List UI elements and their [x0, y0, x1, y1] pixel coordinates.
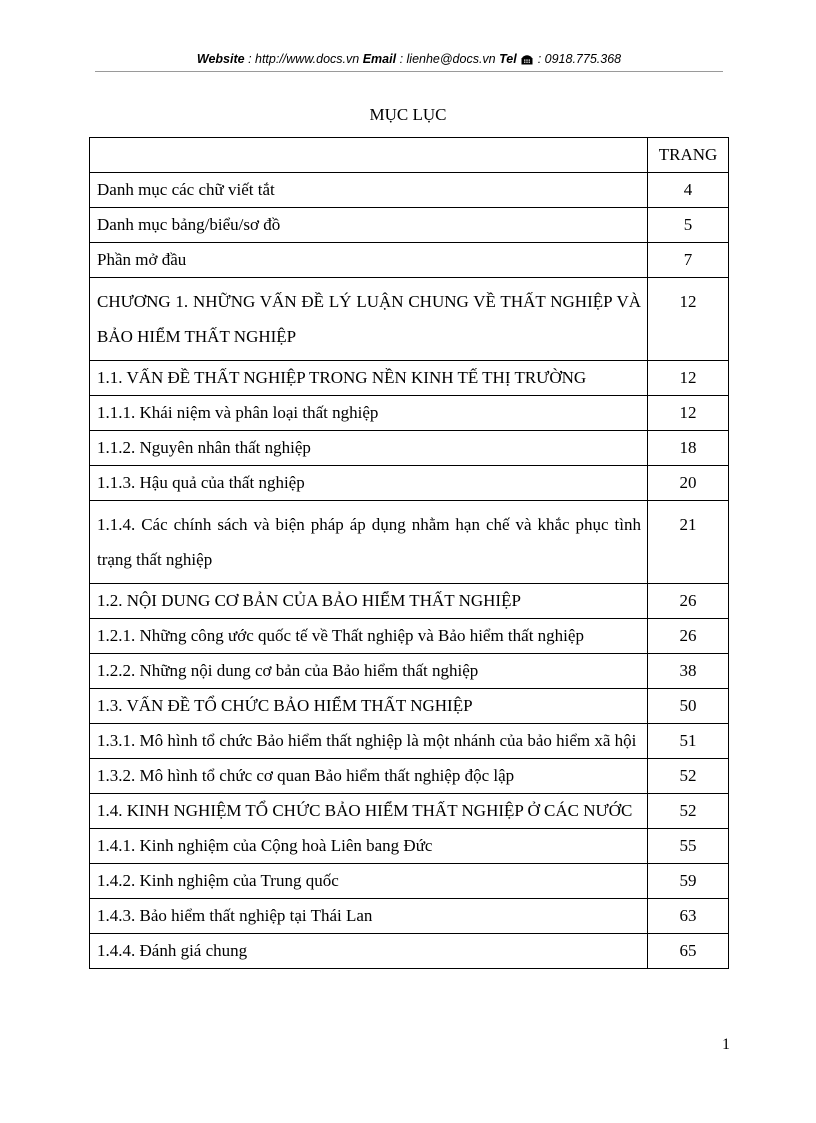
toc-entry-page: 18	[648, 431, 729, 466]
toc-entry-page: 65	[648, 934, 729, 969]
phone-icon	[521, 52, 533, 70]
toc-row	[90, 899, 729, 934]
toc-row	[90, 934, 729, 969]
toc-entry-page: 63	[648, 899, 729, 934]
toc-row	[90, 208, 729, 243]
page-header	[95, 50, 723, 70]
toc-entry-title[interactable]: 1.2. NỘI DUNG CƠ BẢN CỦA BẢO HIỂM THẤT NGHIỆP	[90, 584, 648, 619]
toc-entry-page: 7	[648, 243, 729, 278]
toc-row	[90, 724, 729, 759]
toc-entry-page: 26	[648, 584, 729, 619]
toc-entry-page: 4	[648, 173, 729, 208]
toc-entry-page: 55	[648, 829, 729, 864]
toc-entry-title[interactable]: 1.4.2. Kinh nghiệm của Trung quốc	[90, 864, 648, 899]
toc-row	[90, 794, 729, 829]
toc-row	[90, 243, 729, 278]
page-title: MỤC LỤC	[369, 105, 447, 124]
toc-entry-title[interactable]: 1.1.4. Các chính sách và biện pháp áp dụng nhằm hạn chế và khắc phục tình trạng thất nghiệp	[90, 501, 648, 584]
toc-entry-page: 38	[648, 654, 729, 689]
toc-entry-page: 12	[648, 278, 729, 361]
toc-entry-title[interactable]: 1.1.2. Nguyên nhân thất nghiệp	[90, 431, 648, 466]
toc-header-row	[90, 138, 729, 173]
website-label: Website	[196, 52, 245, 66]
toc-row	[90, 584, 729, 619]
toc-entry-title[interactable]: 1.1.1. Khái niệm và phân loại thất nghiệp	[90, 396, 648, 431]
toc-entry-title[interactable]: 1.1. VẤN ĐỀ THẤT NGHIỆP TRONG NỀN KINH TẾ THỊ TRƯỜNG	[90, 361, 648, 396]
toc-entry-page: 12	[648, 396, 729, 431]
toc-entry-page: 12	[648, 361, 729, 396]
toc-row	[90, 759, 729, 794]
toc-row	[90, 689, 729, 724]
toc-entry-page: 51	[648, 724, 729, 759]
toc-row	[90, 278, 729, 361]
toc-row	[90, 654, 729, 689]
tel-label: Tel	[499, 52, 517, 66]
toc-entry-page: 5	[648, 208, 729, 243]
toc-row	[90, 361, 729, 396]
toc-entry-title[interactable]: 1.2.2. Những nội dung cơ bản của Bảo hiểm thất nghiệp	[90, 654, 648, 689]
toc-entry-page: 50	[648, 689, 729, 724]
toc-header-page: TRANG	[648, 138, 729, 173]
toc-entry-title[interactable]: 1.4. KINH NGHIỆM TỔ CHỨC BẢO HIỂM THẤT NGHIỆP Ở CÁC NƯỚC	[90, 794, 648, 829]
header-divider	[95, 71, 723, 72]
toc-entry-title[interactable]: Phần mở đầu	[90, 243, 648, 278]
toc-row	[90, 431, 729, 466]
toc-entry-title[interactable]: 1.4.3. Bảo hiểm thất nghiệp tại Thái Lan	[90, 899, 648, 934]
toc-entry-title[interactable]: Danh mục bảng/biểu/sơ đồ	[90, 208, 648, 243]
toc-entry-page: 52	[648, 794, 729, 829]
toc-entry-title[interactable]: 1.1.3. Hậu quả của thất nghiệp	[90, 466, 648, 501]
phone-number: : 0918.775.368	[537, 52, 622, 66]
toc-table	[89, 137, 729, 969]
toc-row	[90, 829, 729, 864]
toc-entry-page: 20	[648, 466, 729, 501]
email-label: Email	[362, 52, 397, 66]
website-url[interactable]: : http://www.docs.vn	[248, 52, 360, 66]
toc-entry-page: 59	[648, 864, 729, 899]
toc-row	[90, 501, 729, 584]
toc-row	[90, 864, 729, 899]
toc-entry-title[interactable]: 1.2.1. Những công ước quốc tế về Thất nghiệp và Bảo hiểm thất nghiệp	[90, 619, 648, 654]
toc-entry-title[interactable]: 1.3.1. Mô hình tổ chức Bảo hiểm thất nghiệp là một nhánh của bảo hiểm xã hội	[90, 724, 648, 759]
toc-entry-title[interactable]: 1.3.2. Mô hình tổ chức cơ quan Bảo hiểm thất nghiệp độc lập	[90, 759, 648, 794]
toc-row	[90, 173, 729, 208]
toc-entry-title[interactable]: 1.4.4. Đánh giá chung	[90, 934, 648, 969]
page-number: 1	[722, 1036, 730, 1053]
toc-entry-title[interactable]: CHƯƠNG 1. NHỮNG VẤN ĐỀ LÝ LUẬN CHUNG VỀ THẤT NGHIỆP VÀ BẢO HIỂM THẤT NGHIỆP	[90, 278, 648, 361]
toc-entry-page: 52	[648, 759, 729, 794]
email-address[interactable]: : lienhe@docs.vn	[399, 52, 496, 66]
toc-row	[90, 466, 729, 501]
toc-row	[90, 396, 729, 431]
toc-entry-title[interactable]: 1.4.1. Kinh nghiệm của Cộng hoà Liên bang Đức	[90, 829, 648, 864]
toc-entry-title[interactable]: 1.3. VẤN ĐỀ TỔ CHỨC BẢO HIỂM THẤT NGHIỆP	[90, 689, 648, 724]
toc-entry-title[interactable]: Danh mục các chữ viết tắt	[90, 173, 648, 208]
toc-header-blank	[90, 138, 648, 173]
toc-row	[90, 619, 729, 654]
toc-entry-page: 21	[648, 501, 729, 584]
toc-entry-page: 26	[648, 619, 729, 654]
